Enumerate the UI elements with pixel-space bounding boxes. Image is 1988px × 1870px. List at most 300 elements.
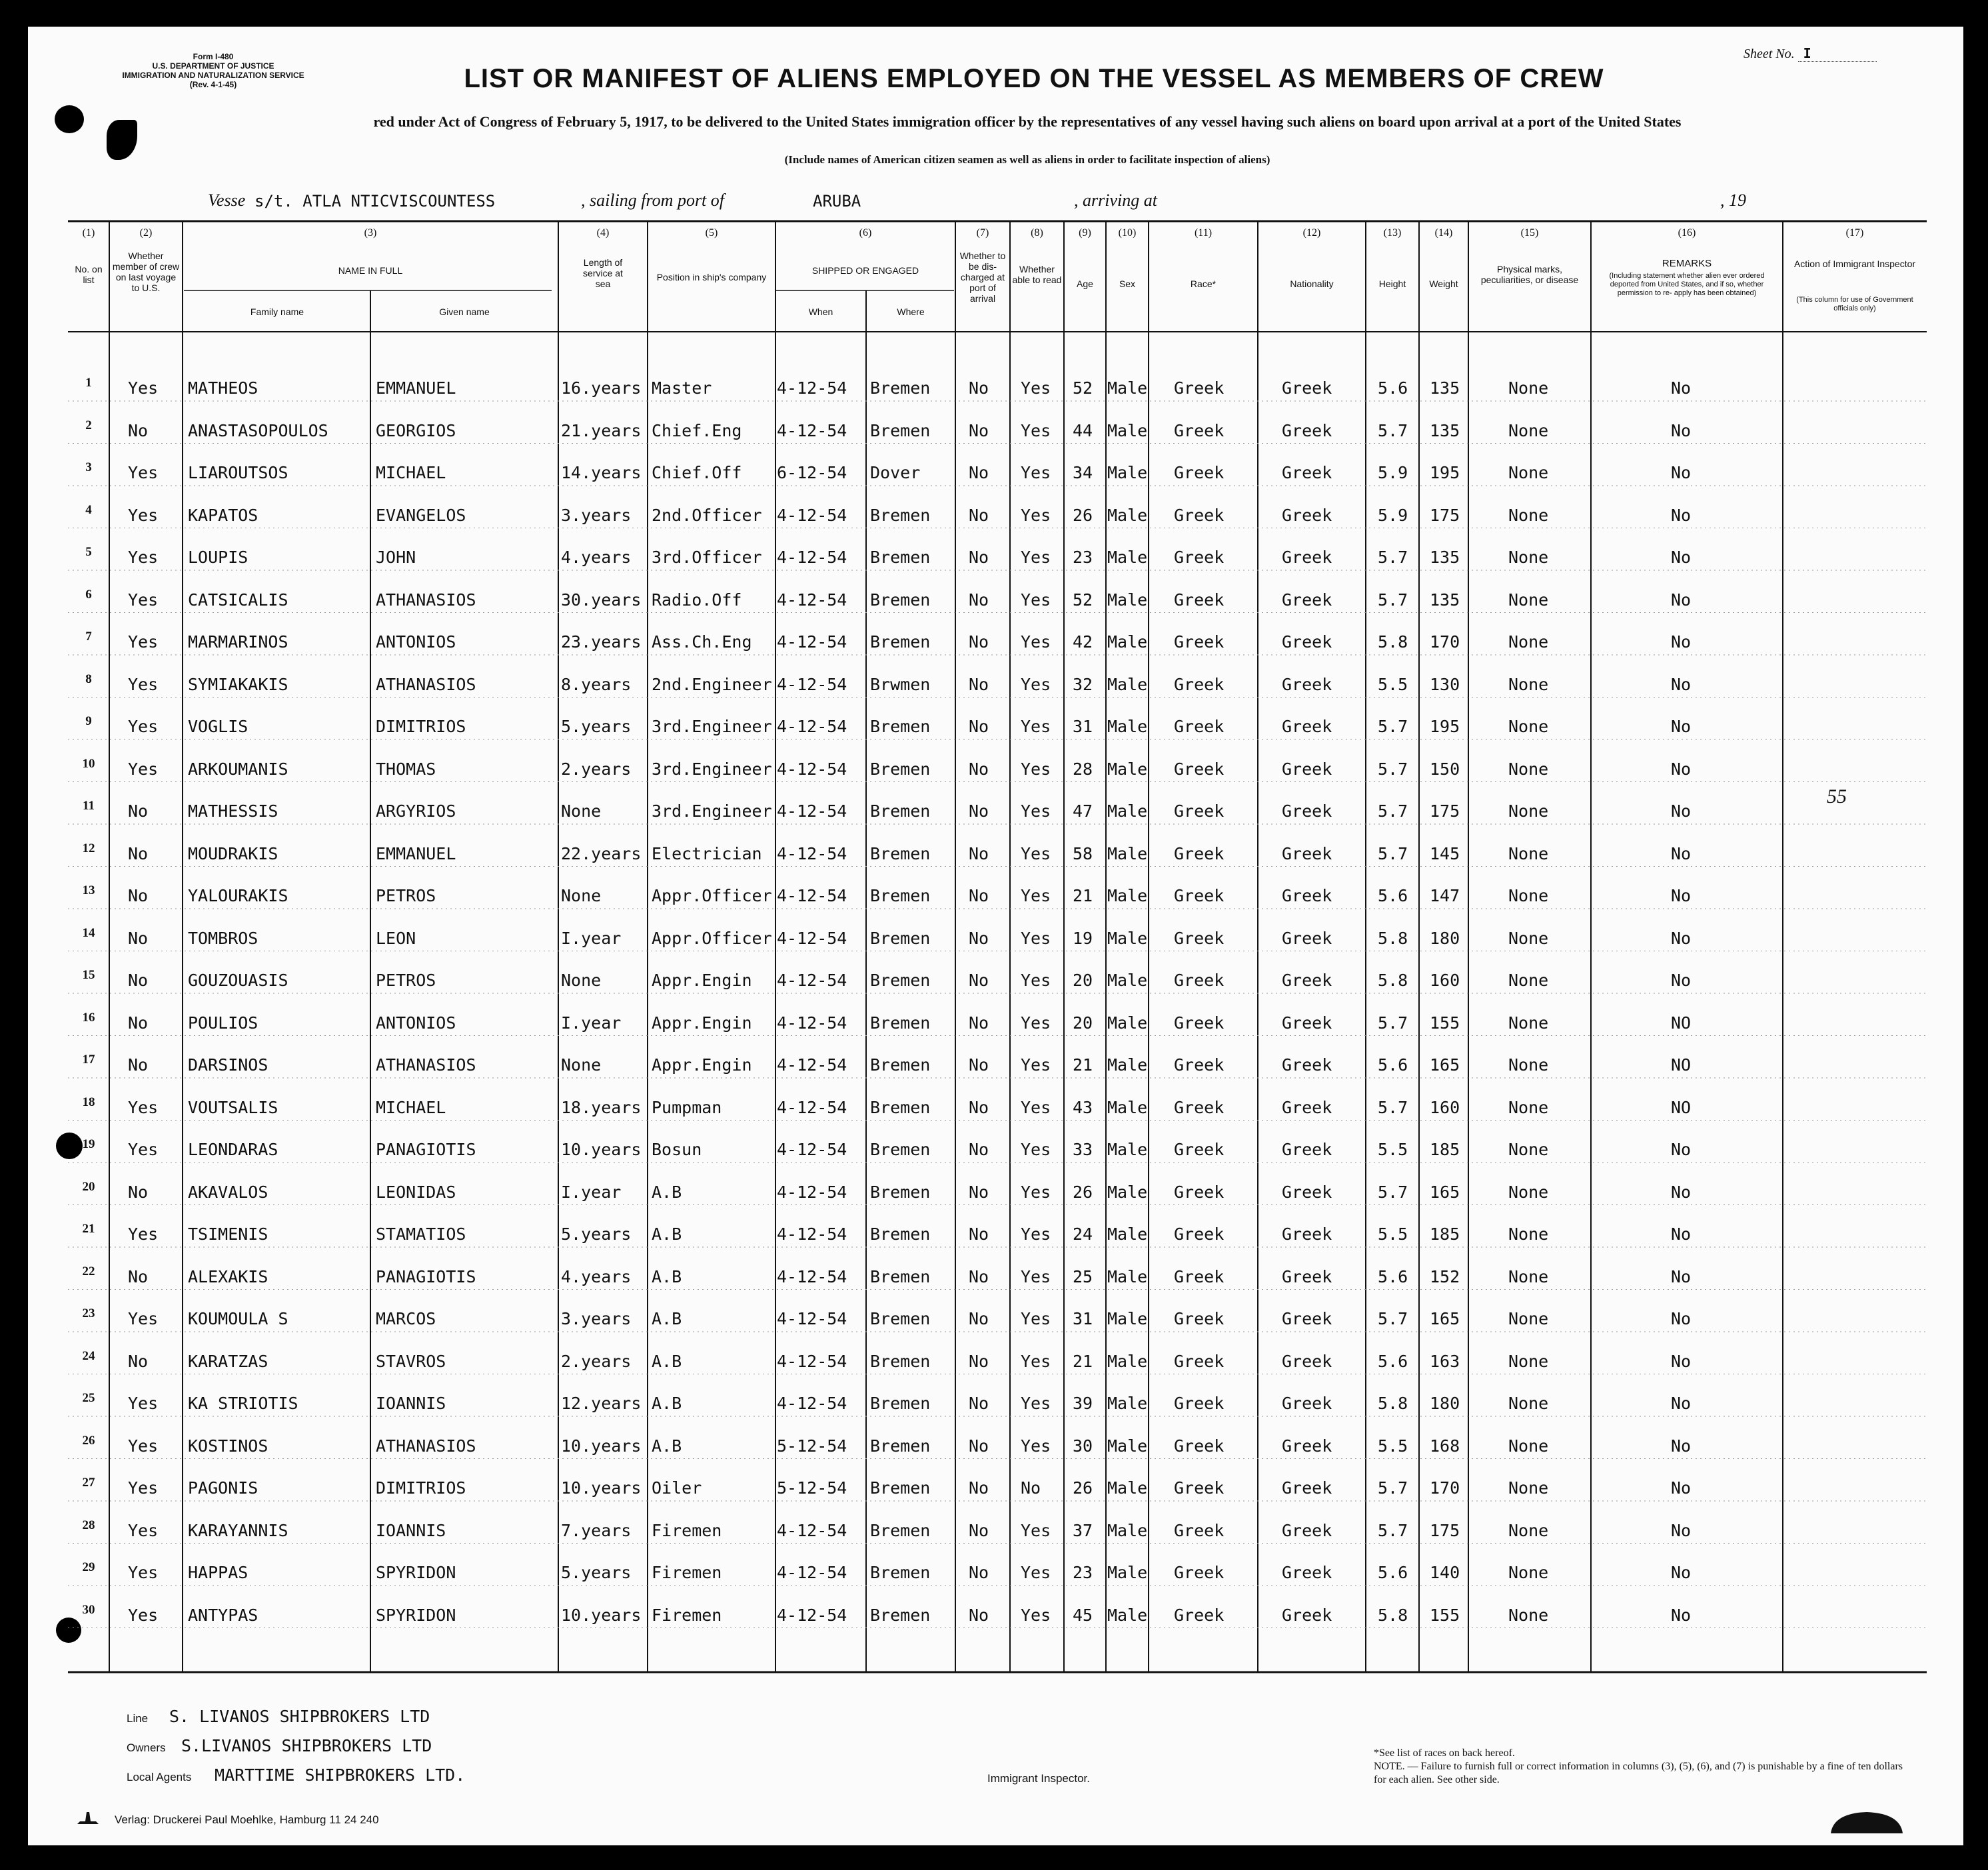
cell-shipped-where: Bremen [870, 1097, 931, 1117]
cell-family-name: KOUMOULA S [188, 1309, 288, 1328]
cell-nationality: Greek [1282, 674, 1332, 694]
agents-label: Local Agents [127, 1771, 192, 1783]
cell-able-to-read: Yes [1021, 463, 1051, 482]
cell-given-name: JOHN [376, 548, 416, 567]
cell-physical-marks: None [1508, 1394, 1549, 1413]
cell-discharged: No [969, 1478, 989, 1498]
cell-remarks: No [1671, 674, 1692, 694]
cell-able-to-read: Yes [1021, 1563, 1051, 1582]
cell-family-name: ARKOUMANIS [188, 759, 288, 779]
cell-service-length: 10.years [561, 1140, 642, 1159]
cell-given-name: PANAGIOTIS [376, 1266, 476, 1286]
cell-race: Greek [1174, 505, 1225, 525]
cell-discharged: No [969, 1055, 989, 1075]
header-nationality: Nationality [1290, 278, 1334, 289]
cell-physical-marks: None [1508, 674, 1549, 694]
cell-age: 20 [1073, 1013, 1093, 1033]
cell-position: Chief.Off [652, 463, 742, 482]
cell-family-name: VOUTSALIS [188, 1097, 278, 1117]
cell-prev-voyage: Yes [128, 1563, 159, 1582]
cell-given-name: ARGYRIOS [376, 801, 456, 821]
cell-shipped-when: 6-12-54 [777, 463, 847, 482]
header-position: Position in ship's company [656, 272, 767, 282]
cell-age: 26 [1073, 1478, 1093, 1498]
cell-weight: 152 [1430, 1266, 1460, 1286]
cell-prev-voyage: Yes [128, 378, 159, 398]
cell-nationality: Greek [1282, 590, 1332, 610]
cell-remarks: No [1671, 1605, 1692, 1625]
cell-given-name: PANAGIOTIS [376, 1140, 476, 1159]
cell-given-name: MICHAEL [376, 1097, 446, 1117]
cell-shipped-where: Bremen [870, 420, 931, 440]
cell-remarks: No [1671, 1394, 1692, 1413]
cell-height: 5.7 [1378, 590, 1408, 610]
cell-discharged: No [969, 886, 989, 905]
cell-shipped-where: Bremen [870, 1182, 931, 1202]
cell-service-length: 5.years [561, 717, 632, 736]
cell-remarks: No [1671, 1520, 1692, 1540]
header-where: Where [897, 306, 925, 317]
cell-family-name: LIAROUTSOS [188, 463, 288, 482]
cell-service-length: I.year [561, 1182, 622, 1202]
row-number: 12 [82, 841, 95, 855]
colnum-8: (8) [1031, 227, 1043, 238]
cell-weight: 168 [1430, 1436, 1460, 1456]
cell-age: 52 [1073, 378, 1093, 398]
cell-race: Greek [1174, 463, 1225, 482]
cell-weight: 135 [1430, 420, 1460, 440]
form-department: U.S. DEPARTMENT OF JUSTICE [152, 61, 274, 71]
cell-remarks: No [1671, 463, 1692, 482]
cell-height: 5.6 [1378, 378, 1408, 398]
cell-prev-voyage: Yes [128, 674, 159, 694]
cell-sex: Male [1107, 1309, 1148, 1328]
cell-remarks: No [1671, 632, 1692, 652]
header-remarks-note: (Including statement whether alien ever ordered deported from United States, and if so, whether permission to re- apply has been obtained) [1609, 272, 1765, 297]
cell-given-name: EVANGELOS [376, 505, 466, 525]
cell-discharged: No [969, 1394, 989, 1413]
cell-height: 5.6 [1378, 1266, 1408, 1286]
cell-discharged: No [969, 378, 989, 398]
cell-prev-voyage: Yes [128, 1605, 159, 1625]
cell-shipped-when: 4-12-54 [777, 1224, 847, 1244]
cell-nationality: Greek [1282, 759, 1332, 779]
cell-physical-marks: None [1508, 1266, 1549, 1286]
cell-weight: 175 [1430, 505, 1460, 525]
cell-shipped-when: 4-12-54 [777, 886, 847, 905]
cell-height: 5.8 [1378, 1394, 1408, 1413]
row-number: 9 [85, 714, 92, 728]
cell-sex: Male [1107, 1436, 1148, 1456]
footnote-penalty: NOTE. — Failure to furnish full or correct information in columns (3), (5), (6), and (7) is punishable by a fine of ten dollars for each alien. See other side. [1374, 1761, 1903, 1785]
cell-position: 3rd.Officer [652, 548, 762, 567]
cell-height: 5.7 [1378, 420, 1408, 440]
cell-position: Appr.Officer [652, 928, 772, 948]
cell-discharged: No [969, 548, 989, 567]
cell-discharged: No [969, 1182, 989, 1202]
cell-shipped-where: Bremen [870, 632, 931, 652]
cell-able-to-read: Yes [1021, 1182, 1051, 1202]
cell-race: Greek [1174, 801, 1225, 821]
cell-prev-voyage: No [128, 971, 149, 990]
cell-height: 5.5 [1378, 674, 1408, 694]
cell-height: 5.5 [1378, 1436, 1408, 1456]
row-number: 29 [82, 1560, 95, 1574]
cell-shipped-where: Bremen [870, 1224, 931, 1244]
cell-shipped-when: 4-12-54 [777, 632, 847, 652]
cell-age: 43 [1073, 1097, 1093, 1117]
cell-able-to-read: Yes [1021, 505, 1051, 525]
cell-shipped-when: 4-12-54 [777, 971, 847, 990]
cell-family-name: LEONDARAS [188, 1140, 278, 1159]
cell-weight: 135 [1430, 378, 1460, 398]
cell-shipped-when: 4-12-54 [777, 1309, 847, 1328]
cell-given-name: IOANNIS [376, 1520, 446, 1540]
cell-race: Greek [1174, 1309, 1225, 1328]
cell-shipped-where: Bremen [870, 717, 931, 736]
cell-service-length: 10.years [561, 1478, 642, 1498]
row-number: 8 [85, 672, 92, 686]
cell-discharged: No [969, 590, 989, 610]
cell-family-name: MATHEOS [188, 378, 258, 398]
cell-service-length: None [561, 886, 602, 905]
cell-shipped-where: Bremen [870, 928, 931, 948]
cell-nationality: Greek [1282, 548, 1332, 567]
cell-race: Greek [1174, 971, 1225, 990]
cell-height: 5.7 [1378, 1520, 1408, 1540]
cell-position: A.B [652, 1351, 682, 1371]
cell-given-name: ATHANASIOS [376, 674, 476, 694]
cell-nationality: Greek [1282, 971, 1332, 990]
row-number: 19 [82, 1137, 95, 1151]
cell-family-name: VOGLIS [188, 717, 248, 736]
cell-age: 52 [1073, 590, 1093, 610]
row-number: 7 [85, 630, 92, 644]
cell-shipped-where: Bremen [870, 378, 931, 398]
cell-remarks: No [1671, 1182, 1692, 1202]
cell-given-name: LEON [376, 928, 416, 948]
cell-shipped-where: Bremen [870, 1605, 931, 1625]
cell-height: 5.7 [1378, 717, 1408, 736]
cell-shipped-when: 5-12-54 [777, 1436, 847, 1456]
cell-physical-marks: None [1508, 1182, 1549, 1202]
cell-age: 58 [1073, 843, 1093, 863]
cell-family-name: KAPATOS [188, 505, 258, 525]
cell-age: 26 [1073, 505, 1093, 525]
cell-discharged: No [969, 1309, 989, 1328]
cell-physical-marks: None [1508, 1013, 1549, 1033]
cell-weight: 165 [1430, 1055, 1460, 1075]
cell-family-name: AKAVALOS [188, 1182, 268, 1202]
cell-remarks: No [1671, 971, 1692, 990]
cell-remarks: No [1671, 717, 1692, 736]
agents-value: MARTTIME SHIPBROKERS LTD. [215, 1765, 466, 1785]
cell-service-length: I.year [561, 928, 622, 948]
colnum-14: (14) [1434, 227, 1453, 238]
cell-discharged: No [969, 1563, 989, 1582]
cell-prev-voyage: No [128, 1351, 149, 1371]
cell-race: Greek [1174, 632, 1225, 652]
header-name-in-full: NAME IN FULL [338, 265, 403, 276]
cell-position: Appr.Engin [652, 1013, 752, 1033]
vessel-name: s/t. ATLA NTICVISCOUNTESS [254, 192, 496, 211]
cell-age: 32 [1073, 674, 1093, 694]
cell-able-to-read: Yes [1021, 378, 1051, 398]
cell-family-name: KOSTINOS [188, 1436, 268, 1456]
cell-age: 26 [1073, 1182, 1093, 1202]
cell-prev-voyage: No [128, 1013, 149, 1033]
cell-discharged: No [969, 971, 989, 990]
cell-prev-voyage: Yes [128, 463, 159, 482]
vessel-label: Vesse [208, 191, 246, 210]
cell-prev-voyage: Yes [128, 1224, 159, 1244]
cell-shipped-where: Bremen [870, 971, 931, 990]
cell-nationality: Greek [1282, 1351, 1332, 1371]
cell-service-length: 4.years [561, 548, 632, 567]
cell-position: 3rd.Engineer [652, 717, 772, 736]
row-number: 4 [85, 502, 92, 517]
cell-nationality: Greek [1282, 1224, 1332, 1244]
cell-shipped-where: Bremen [870, 1351, 931, 1371]
row-number: 10 [82, 756, 95, 771]
cell-physical-marks: None [1508, 378, 1549, 398]
header-inspector-action: Action of Immigrant Inspector [1793, 258, 1916, 269]
cell-discharged: No [969, 928, 989, 948]
cell-age: 44 [1073, 420, 1093, 440]
cell-discharged: No [969, 1140, 989, 1159]
cell-weight: 155 [1430, 1013, 1460, 1033]
cell-prev-voyage: No [128, 420, 149, 440]
owners-value: S.LIVANOS SHIPBROKERS LTD [181, 1736, 432, 1755]
cell-shipped-where: Bremen [870, 590, 931, 610]
cell-physical-marks: None [1508, 1140, 1549, 1159]
row-number: 1 [85, 376, 92, 390]
header-shipped-engaged: SHIPPED OR ENGAGED [811, 265, 919, 276]
row-number: 17 [82, 1053, 95, 1067]
cell-able-to-read: Yes [1021, 717, 1051, 736]
cell-shipped-where: Bremen [870, 759, 931, 779]
cell-sex: Male [1107, 548, 1148, 567]
cell-given-name: IOANNIS [376, 1394, 446, 1413]
cell-position: A.B [652, 1309, 682, 1328]
cell-shipped-when: 4-12-54 [777, 717, 847, 736]
cell-physical-marks: None [1508, 1478, 1549, 1498]
cell-nationality: Greek [1282, 1266, 1332, 1286]
cell-given-name: ATHANASIOS [376, 590, 476, 610]
cell-discharged: No [969, 1266, 989, 1286]
sailing-label: , sailing from port of [581, 191, 725, 210]
cell-position: A.B [652, 1266, 682, 1286]
cell-sex: Male [1107, 463, 1148, 482]
publisher-logo [75, 1808, 101, 1827]
cell-position: A.B [652, 1436, 682, 1456]
cell-position: 2nd.Officer [652, 505, 762, 525]
cell-able-to-read: Yes [1021, 590, 1051, 610]
cell-height: 5.6 [1378, 886, 1408, 905]
cell-given-name: LEONIDAS [376, 1182, 456, 1202]
cell-shipped-where: Bremen [870, 1266, 931, 1286]
cell-age: 20 [1073, 971, 1093, 990]
cell-sex: Male [1107, 1394, 1148, 1413]
cell-shipped-when: 4-12-54 [777, 590, 847, 610]
cell-physical-marks: None [1508, 759, 1549, 779]
cell-weight: 180 [1430, 928, 1460, 948]
header-when: When [808, 306, 833, 317]
row-number: 2 [85, 418, 92, 432]
cell-physical-marks: None [1508, 590, 1549, 610]
cell-physical-marks: None [1508, 1309, 1549, 1328]
cell-able-to-read: Yes [1021, 1351, 1051, 1371]
cell-sex: Male [1107, 801, 1148, 821]
cell-height: 5.7 [1378, 843, 1408, 863]
cell-race: Greek [1174, 1436, 1225, 1456]
cell-position: Master [652, 378, 712, 398]
cell-discharged: No [969, 801, 989, 821]
cell-position: Firemen [652, 1563, 722, 1582]
cell-position: A.B [652, 1394, 682, 1413]
document-title: LIST OR MANIFEST OF ALIENS EMPLOYED ON THE VESSEL AS MEMBERS OF CREW [464, 64, 1604, 93]
cell-physical-marks: None [1508, 1436, 1549, 1456]
cell-shipped-when: 4-12-54 [777, 548, 847, 567]
cell-able-to-read: Yes [1021, 843, 1051, 863]
cell-height: 5.7 [1378, 1013, 1408, 1033]
cell-given-name: ANTONIOS [376, 632, 456, 652]
cell-discharged: No [969, 759, 989, 779]
cell-race: Greek [1174, 548, 1225, 567]
cell-sex: Male [1107, 1520, 1148, 1540]
cell-remarks: No [1671, 505, 1692, 525]
cell-nationality: Greek [1282, 717, 1332, 736]
cell-weight: 147 [1430, 886, 1460, 905]
cell-family-name: ALEXAKIS [188, 1266, 268, 1286]
colnum-11: (11) [1194, 227, 1213, 238]
cell-service-length: 7.years [561, 1520, 632, 1540]
cell-nationality: Greek [1282, 886, 1332, 905]
cell-height: 5.8 [1378, 928, 1408, 948]
cell-given-name: ATHANASIOS [376, 1055, 476, 1075]
cell-able-to-read: Yes [1021, 1605, 1051, 1625]
form-number: Form I-480 [193, 52, 234, 61]
cell-nationality: Greek [1282, 1055, 1332, 1075]
cell-height: 5.7 [1378, 801, 1408, 821]
cell-service-length: 23.years [561, 632, 642, 652]
printer-stamp [1827, 1807, 1907, 1837]
cell-prev-voyage: Yes [128, 505, 159, 525]
cell-able-to-read: Yes [1021, 1055, 1051, 1075]
cell-nationality: Greek [1282, 420, 1332, 440]
cell-able-to-read: Yes [1021, 1224, 1051, 1244]
cell-able-to-read: No [1021, 1478, 1041, 1498]
cell-sex: Male [1107, 1013, 1148, 1033]
cell-age: 28 [1073, 759, 1093, 779]
cell-shipped-where: Bremen [870, 548, 931, 567]
cell-prev-voyage: No [128, 843, 149, 863]
colnum-13: (13) [1383, 227, 1402, 238]
cell-weight: 150 [1430, 759, 1460, 779]
cell-age: 42 [1073, 632, 1093, 652]
cell-shipped-where: Dover [870, 463, 921, 482]
cell-shipped-where: Bremen [870, 843, 931, 863]
cell-able-to-read: Yes [1021, 1309, 1051, 1328]
cell-able-to-read: Yes [1021, 1097, 1051, 1117]
cell-remarks: No [1671, 886, 1692, 905]
cell-weight: 145 [1430, 843, 1460, 863]
cell-sex: Male [1107, 886, 1148, 905]
cell-height: 5.7 [1378, 548, 1408, 567]
cell-nationality: Greek [1282, 463, 1332, 482]
row-number: 30 [82, 1602, 95, 1617]
header-able-to-read: Whether able to read [1012, 264, 1062, 285]
cell-position: A.B [652, 1224, 682, 1244]
cell-family-name: PAGONIS [188, 1478, 258, 1498]
cell-race: Greek [1174, 1520, 1225, 1540]
cell-position: Appr.Officer [652, 886, 772, 905]
cell-shipped-where: Bremen [870, 801, 931, 821]
cell-remarks: NO [1671, 1097, 1692, 1117]
row-number: 15 [82, 968, 95, 982]
header-given-name: Given name [439, 306, 490, 317]
cell-physical-marks: None [1508, 843, 1549, 863]
cell-shipped-where: Bremen [870, 1140, 931, 1159]
owners-label: Owners [127, 1741, 166, 1754]
cell-sex: Male [1107, 1478, 1148, 1498]
cell-prev-voyage: Yes [128, 1309, 159, 1328]
cell-race: Greek [1174, 1351, 1225, 1371]
cell-race: Greek [1174, 1224, 1225, 1244]
cell-age: 31 [1073, 717, 1093, 736]
cell-service-length: 22.years [561, 843, 642, 863]
cell-service-length: 10.years [561, 1605, 642, 1625]
row-number: 18 [82, 1095, 95, 1109]
row-number: 22 [82, 1264, 95, 1278]
cell-family-name: ANTYPAS [188, 1605, 258, 1625]
cell-able-to-read: Yes [1021, 759, 1051, 779]
header-inspector-note: (This column for use of Government officials only) [1796, 296, 1913, 312]
cell-given-name: SPYRIDON [376, 1605, 456, 1625]
cell-age: 45 [1073, 1605, 1093, 1625]
cell-service-length: 21.years [561, 420, 642, 440]
cell-remarks: No [1671, 420, 1692, 440]
cell-remarks: No [1671, 1266, 1692, 1286]
cell-sex: Male [1107, 1182, 1148, 1202]
row-number: 28 [82, 1518, 95, 1532]
cell-prev-voyage: No [128, 1266, 149, 1286]
cell-remarks: No [1671, 1478, 1692, 1498]
cell-weight: 170 [1430, 632, 1460, 652]
cell-height: 5.8 [1378, 971, 1408, 990]
row-number: 24 [82, 1348, 95, 1363]
cell-prev-voyage: Yes [128, 548, 159, 567]
cell-prev-voyage: Yes [128, 1478, 159, 1498]
cell-discharged: No [969, 1605, 989, 1625]
cell-shipped-when: 4-12-54 [777, 674, 847, 694]
cell-remarks: No [1671, 378, 1692, 398]
cell-shipped-when: 4-12-54 [777, 505, 847, 525]
cell-given-name: STAMATIOS [376, 1224, 466, 1244]
cell-race: Greek [1174, 420, 1225, 440]
cell-nationality: Greek [1282, 632, 1332, 652]
cell-family-name: SYMIAKAKIS [188, 674, 288, 694]
cell-position: Firemen [652, 1520, 722, 1540]
cell-nationality: Greek [1282, 1013, 1332, 1033]
cell-height: 5.5 [1378, 1140, 1408, 1159]
cell-nationality: Greek [1282, 378, 1332, 398]
cell-shipped-where: Bremen [870, 1436, 931, 1456]
cell-prev-voyage: Yes [128, 1436, 159, 1456]
cell-sex: Male [1107, 717, 1148, 736]
row-number: 21 [82, 1222, 95, 1236]
arriving-label: , arriving at [1074, 191, 1157, 210]
